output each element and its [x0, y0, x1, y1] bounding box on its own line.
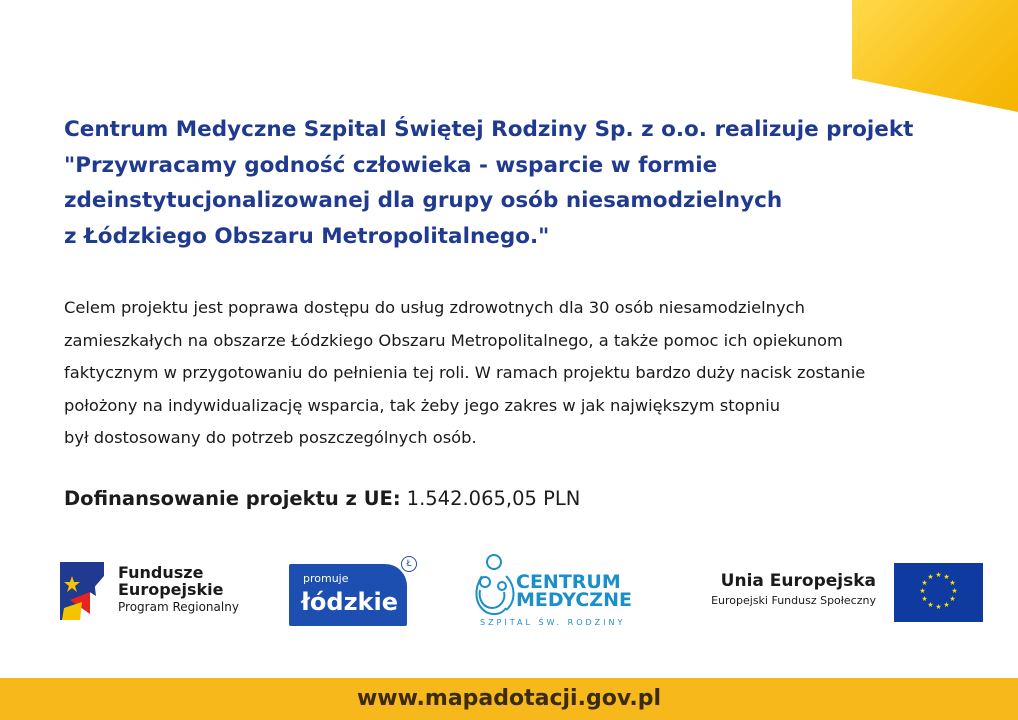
fundusze-title-2: Europejskie [118, 580, 224, 599]
lodzkie-badge [289, 564, 407, 626]
description-line-2: zamieszkałych na obszarze Łódzkiego Obszaru Metropolitalnego, a także pomoc ich opiekunom [64, 330, 843, 350]
svg-text:★: ★ [943, 573, 950, 581]
eu-flag-icon [894, 563, 983, 622]
svg-text:★: ★ [935, 571, 942, 579]
lodzkie-big-text: łódzkie [301, 588, 399, 616]
project-heading [64, 112, 944, 254]
funding-label: Dofinansowanie projektu z UE: [64, 487, 401, 510]
ue-subtitle: Europejski Fundusz Społeczny [711, 594, 876, 607]
fundusze-title-1: Fundusze [118, 563, 204, 582]
description-line-4: położony na indywidualizację wsparcia, tak żeby jego zakres w jak największym stopniu [64, 395, 781, 415]
svg-text:★: ★ [921, 579, 928, 587]
svg-text:★: ★ [927, 601, 934, 609]
svg-text:★: ★ [943, 601, 950, 609]
centrum-medyczne-logo [466, 552, 636, 636]
svg-text:★: ★ [935, 603, 942, 611]
family-figures-icon [466, 552, 522, 618]
description-line-5: był dostosowany do potrzeb poszczególnych osób. [64, 428, 477, 448]
heading-line-4: z Łódzkiego Obszaru Metropolitalnego." [64, 223, 550, 249]
fundusze-text [118, 564, 239, 616]
fundusze-europejskie-flag-icon [60, 562, 104, 620]
centrum-line-1: CENTRUM [516, 571, 621, 593]
centrum-subtitle: SZPITAL ŚW. RODZINY [480, 618, 626, 627]
heading-line-2: "Przywracamy godność człowieka - wsparcie w formie [64, 152, 718, 178]
project-description [64, 292, 984, 455]
centrum-line-2: MEDYCZNE [516, 589, 632, 611]
lodzkie-mark-icon: Ł [401, 556, 417, 572]
svg-text:★: ★ [949, 579, 956, 587]
fundusze-subtitle: Program Regionalny [118, 600, 239, 614]
footer-url-link[interactable]: www.mapadotacji.gov.pl [356, 686, 662, 711]
lodzkie-small-text: promuje [303, 572, 349, 585]
svg-text:★: ★ [951, 587, 958, 595]
ue-title: Unia Europejska [720, 571, 876, 591]
corner-accent-shape [852, 0, 1018, 112]
funding-amount: 1.542.065,05 PLN [406, 487, 581, 510]
fundusze-europejskie-logo [60, 560, 280, 630]
promuje-lodzkie-logo [289, 556, 417, 628]
svg-text:★: ★ [949, 595, 956, 603]
svg-text:★: ★ [919, 587, 926, 595]
svg-text:★: ★ [921, 595, 928, 603]
description-line-1: Celem projektu jest poprawa dostępu do usług zdrowotnych dla 30 osób niesamodzielnych [64, 298, 805, 317]
description-line-3: faktycznym w przygotowaniu do pełnienia tej roli. W ramach projektu bardzo duży nacisk zostanie [64, 363, 866, 383]
unia-europejska-text [680, 570, 876, 610]
funding-line [64, 482, 580, 516]
heading-line-1: Centrum Medyczne Szpital Świętej Rodziny Sp. z o.o. realizuje projekt [64, 117, 914, 142]
heading-line-3: zdeinstytucjonalizowanej dla grupy osób niesamodzielnych [64, 188, 783, 213]
svg-text:★: ★ [927, 573, 934, 581]
